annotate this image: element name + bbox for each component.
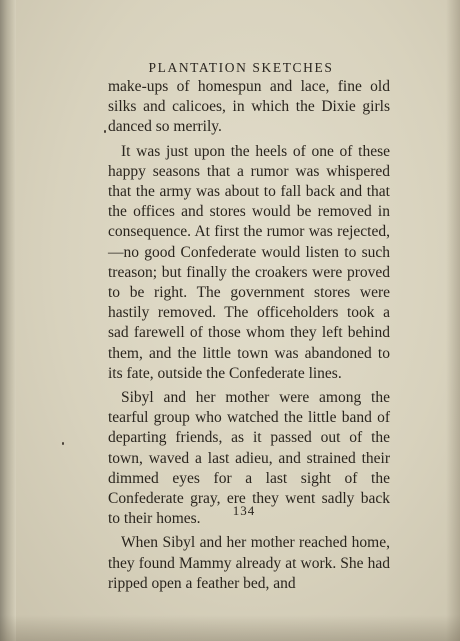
page-bottom-shadow	[0, 615, 460, 641]
paragraph: It was just upon the heels of one of these happy seasons that a rumor was whispered that the army was about to fall back and that the offices and stores would be removed in consequence. At first the rumor was rejected,—no good Confederate would listen to such treason; but finally the croakers were proved to be right. The government stores were hastily removed. The officeholders took a sad farewell of those whom they left behind them, and the little town was abandoned to its fate, outside the Confederate lines.	[108, 142, 390, 382]
paragraph-continued: make-ups of homespun and lace, fine old silks and calicoes, in which the Dixie girls danced so merrily.	[108, 78, 390, 136]
paragraph: Sibyl and her mother were among the tearful group who watched the little band of departing friends, as it passed out of the town, waved a last adieu, and strained their dimmed eyes for a last sight of the Confederate gray, ere they went sadly back to their homes.	[108, 389, 390, 528]
body-text	[108, 77, 390, 598]
page-gutter-shadow	[0, 0, 16, 641]
page-number: 134	[232, 503, 256, 518]
running-head: PLANTATION SKETCHES	[148, 60, 334, 75]
page-edge-shadow	[446, 0, 460, 641]
paper-speck	[104, 130, 106, 133]
paragraph: When Sibyl and her mother reached home, they found Mammy already at work. She had ripped open a feather bed, and	[108, 534, 390, 592]
paper-speck	[62, 442, 64, 445]
